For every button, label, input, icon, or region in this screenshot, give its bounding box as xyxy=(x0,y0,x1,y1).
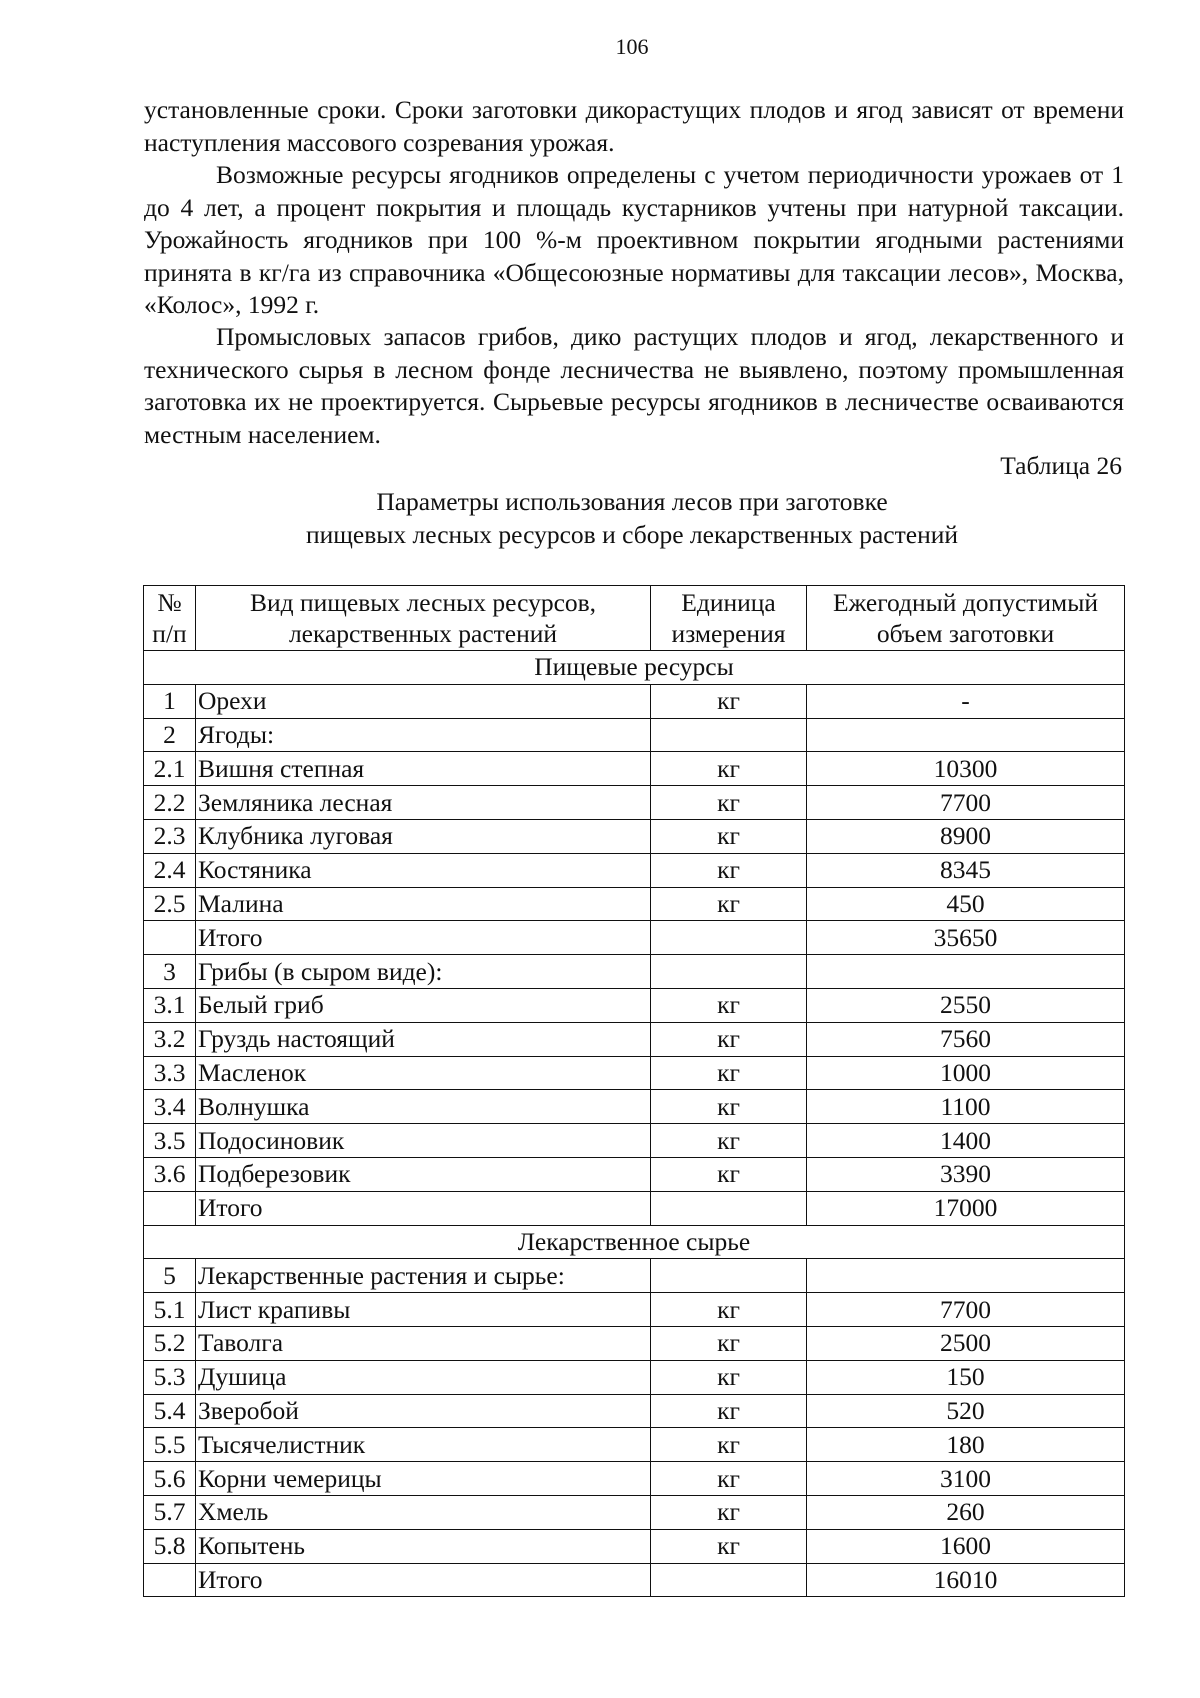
table-row xyxy=(144,684,1125,718)
cell-unit: кг xyxy=(651,1529,807,1563)
cell-volume: 2500 xyxy=(807,1326,1125,1360)
cell-unit: кг xyxy=(651,1462,807,1496)
table-row xyxy=(144,1124,1125,1158)
header-num-line-2: п/п xyxy=(152,619,187,648)
cell-volume: 8900 xyxy=(807,819,1125,853)
cell-unit: кг xyxy=(651,1157,807,1191)
cell-name: Хмель xyxy=(196,1495,651,1529)
header-name-line-1: Вид пищевых лесных ресурсов, xyxy=(249,588,597,617)
table-caption-line-2: пищевых лесных ресурсов и сборе лекарственных растений xyxy=(305,520,959,549)
cell-unit: кг xyxy=(651,752,807,786)
cell-volume: 520 xyxy=(807,1394,1125,1428)
cell-volume: 35650 xyxy=(807,921,1125,955)
cell-name: Подберезовик xyxy=(196,1157,651,1191)
table-row xyxy=(144,853,1125,887)
cell-volume: 150 xyxy=(807,1360,1125,1394)
cell-volume: 180 xyxy=(807,1428,1125,1462)
section-medicinal-raw-label: Лекарственное сырье xyxy=(144,1225,1125,1259)
cell-num: 2.5 xyxy=(144,887,196,921)
cell-unit: кг xyxy=(651,1394,807,1428)
header-unit-line-1: Единица xyxy=(681,588,776,617)
cell-num xyxy=(144,1563,196,1597)
table-body xyxy=(144,651,1125,1597)
header-volume-line-2: объем заготовки xyxy=(876,619,1055,648)
table-caption xyxy=(0,485,1200,551)
cell-volume: 1100 xyxy=(807,1090,1125,1124)
cell-num: 5 xyxy=(144,1259,196,1293)
cell-name: Вишня степная xyxy=(196,752,651,786)
cell-unit: кг xyxy=(651,1022,807,1056)
table-label: Таблица 26 xyxy=(1000,451,1122,480)
table-row xyxy=(144,1191,1125,1225)
cell-unit: кг xyxy=(651,1056,807,1090)
cell-volume: 17000 xyxy=(807,1191,1125,1225)
cell-num: 3.4 xyxy=(144,1090,196,1124)
cell-unit: кг xyxy=(651,1124,807,1158)
cell-name: Зверобой xyxy=(196,1394,651,1428)
cell-name: Подосиновик xyxy=(196,1124,651,1158)
cell-volume: 7700 xyxy=(807,786,1125,820)
cell-name: Лист крапивы xyxy=(196,1293,651,1327)
cell-unit: кг xyxy=(651,786,807,820)
table-caption-line-1: Параметры использования лесов при заготовке xyxy=(376,487,888,516)
table-row xyxy=(144,1360,1125,1394)
cell-volume: 7560 xyxy=(807,1022,1125,1056)
cell-unit: кг xyxy=(651,887,807,921)
cell-num: 5.8 xyxy=(144,1529,196,1563)
cell-num: 2.3 xyxy=(144,819,196,853)
paragraph-1: установленные сроки. Сроки заготовки дикорастущих плодов и ягод зависят от времени наступления массового созревания урожая. xyxy=(144,95,1124,157)
cell-name: Корни чемерицы xyxy=(196,1462,651,1496)
resources-table xyxy=(143,585,1125,1597)
cell-unit xyxy=(651,718,807,752)
section-medicinal-raw xyxy=(144,1225,1125,1259)
table-row xyxy=(144,1326,1125,1360)
cell-num: 2.4 xyxy=(144,853,196,887)
table-row xyxy=(144,1056,1125,1090)
cell-num: 3.6 xyxy=(144,1157,196,1191)
cell-num: 3.2 xyxy=(144,1022,196,1056)
table-header-row xyxy=(144,586,1125,651)
cell-name: Волнушка xyxy=(196,1090,651,1124)
cell-name: Грибы (в сыром виде): xyxy=(196,955,651,989)
cell-unit: кг xyxy=(651,1360,807,1394)
cell-num: 3.3 xyxy=(144,1056,196,1090)
cell-num: 5.3 xyxy=(144,1360,196,1394)
cell-volume: 1000 xyxy=(807,1056,1125,1090)
table-row xyxy=(144,1428,1125,1462)
cell-name: Итого xyxy=(196,1191,651,1225)
header-name-line-2: лекарственных растений xyxy=(288,619,558,648)
cell-num: 1 xyxy=(144,684,196,718)
cell-unit: кг xyxy=(651,1326,807,1360)
cell-num: 2.2 xyxy=(144,786,196,820)
cell-unit: кг xyxy=(651,1293,807,1327)
cell-num: 2.1 xyxy=(144,752,196,786)
cell-num: 5.2 xyxy=(144,1326,196,1360)
cell-volume: - xyxy=(807,684,1125,718)
cell-volume: 260 xyxy=(807,1495,1125,1529)
table-row xyxy=(144,1259,1125,1293)
table-row xyxy=(144,718,1125,752)
cell-unit xyxy=(651,921,807,955)
cell-volume: 3100 xyxy=(807,1462,1125,1496)
cell-num: 5.6 xyxy=(144,1462,196,1496)
cell-num: 5.5 xyxy=(144,1428,196,1462)
table-row xyxy=(144,887,1125,921)
table-row xyxy=(144,1394,1125,1428)
cell-unit xyxy=(651,1563,807,1597)
cell-unit xyxy=(651,1259,807,1293)
cell-volume: 7700 xyxy=(807,1293,1125,1327)
cell-unit: кг xyxy=(651,988,807,1022)
table-row xyxy=(144,1563,1125,1597)
cell-volume: 10300 xyxy=(807,752,1125,786)
section-food-resources xyxy=(144,651,1125,685)
paragraph-3: Промысловых запасов грибов, дико растущих плодов и ягод, лекарственного и технического сырья в лесном фонде лесничества не выявлено, поэтому промышленная заготовка их не проектируется. Сырьевые ресурсы ягодников в лесничестве осваиваются местным населением. xyxy=(144,322,1124,449)
cell-num xyxy=(144,1191,196,1225)
cell-num: 3.1 xyxy=(144,988,196,1022)
cell-name: Масленок xyxy=(196,1056,651,1090)
cell-name: Клубника луговая xyxy=(196,819,651,853)
table-row xyxy=(144,1495,1125,1529)
cell-volume: 3390 xyxy=(807,1157,1125,1191)
header-volume xyxy=(807,586,1125,651)
cell-name: Душица xyxy=(196,1360,651,1394)
cell-volume xyxy=(807,955,1125,989)
cell-unit: кг xyxy=(651,819,807,853)
cell-volume: 16010 xyxy=(807,1563,1125,1597)
cell-volume xyxy=(807,718,1125,752)
table-row xyxy=(144,1157,1125,1191)
cell-unit xyxy=(651,955,807,989)
paragraph-2: Возможные ресурсы ягодников определены с учетом периодичности урожаев от 1 до 4 лет, а процент покрытия и площадь кустарников учтены при натурной таксации. Урожайность ягодников при 100 %-м проективном покрытии ягодными растениями принята в кг/га из справочника «Общесоюзные нормативы для таксации лесов», Москва, «Колос», 1992 г. xyxy=(144,160,1124,319)
cell-unit: кг xyxy=(651,1495,807,1529)
header-num-line-1: № xyxy=(157,588,182,617)
cell-unit: кг xyxy=(651,1428,807,1462)
cell-name: Земляника лесная xyxy=(196,786,651,820)
cell-name: Костяника xyxy=(196,853,651,887)
table-row xyxy=(144,955,1125,989)
cell-num: 3.5 xyxy=(144,1124,196,1158)
cell-unit: кг xyxy=(651,853,807,887)
table-row xyxy=(144,1022,1125,1056)
cell-num: 5.1 xyxy=(144,1293,196,1327)
cell-name: Орехи xyxy=(196,684,651,718)
cell-name: Груздь настоящий xyxy=(196,1022,651,1056)
cell-num xyxy=(144,921,196,955)
cell-name: Итого xyxy=(196,1563,651,1597)
table-row xyxy=(144,819,1125,853)
cell-num: 3 xyxy=(144,955,196,989)
cell-volume: 1600 xyxy=(807,1529,1125,1563)
table-row xyxy=(144,1529,1125,1563)
table-row xyxy=(144,1293,1125,1327)
cell-volume xyxy=(807,1259,1125,1293)
cell-name: Лекарственные растения и сырье: xyxy=(196,1259,651,1293)
cell-unit: кг xyxy=(651,684,807,718)
cell-name: Итого xyxy=(196,921,651,955)
header-unit-line-2: измерения xyxy=(671,619,786,648)
page-number: 106 xyxy=(615,34,649,59)
cell-name: Тысячелистник xyxy=(196,1428,651,1462)
cell-num: 5.4 xyxy=(144,1394,196,1428)
table-row xyxy=(144,1090,1125,1124)
cell-volume: 450 xyxy=(807,887,1125,921)
table-row xyxy=(144,752,1125,786)
table-row xyxy=(144,921,1125,955)
cell-name: Малина xyxy=(196,887,651,921)
header-name xyxy=(196,586,651,651)
cell-num: 5.7 xyxy=(144,1495,196,1529)
cell-num: 2 xyxy=(144,718,196,752)
table-row xyxy=(144,786,1125,820)
table-row xyxy=(144,988,1125,1022)
cell-name: Ягоды: xyxy=(196,718,651,752)
cell-name: Белый гриб xyxy=(196,988,651,1022)
cell-volume: 1400 xyxy=(807,1124,1125,1158)
header-num xyxy=(144,586,196,651)
section-food-resources-label: Пищевые ресурсы xyxy=(144,651,1125,685)
header-unit xyxy=(651,586,807,651)
cell-volume: 8345 xyxy=(807,853,1125,887)
cell-name: Таволга xyxy=(196,1326,651,1360)
header-volume-line-1: Ежегодный допустимый xyxy=(833,588,1098,617)
cell-volume: 2550 xyxy=(807,988,1125,1022)
table-row xyxy=(144,1462,1125,1496)
cell-unit: кг xyxy=(651,1090,807,1124)
cell-name: Копытень xyxy=(196,1529,651,1563)
cell-unit xyxy=(651,1191,807,1225)
